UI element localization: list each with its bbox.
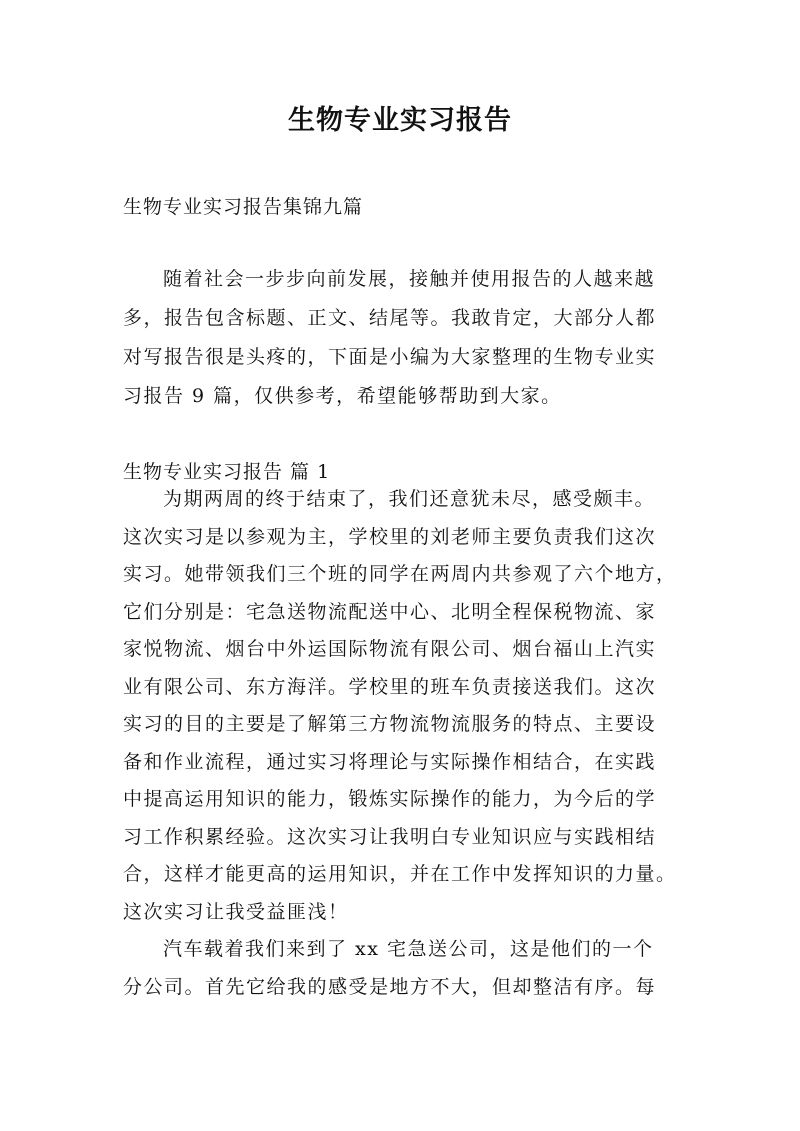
body-line: 这次实习让我受益匪浅！ (123, 900, 349, 923)
intro-paragraph (123, 260, 683, 416)
intro-line: 多，报告包含标题、正文、结尾等。我敢肯定，大部分人都 (123, 307, 657, 329)
body-line: 中提高运用知识的能力，锻炼实际操作的能力，为今后的学 (123, 788, 657, 810)
intro-line: 对写报告很是头疼的，下面是小编为大家整理的生物专业实 (123, 346, 657, 368)
intro-line: 习报告 9 篇，仅供参考，希望能够帮助到大家。 (123, 385, 562, 407)
section-heading: 生物专业实习报告 篇 1 (123, 461, 331, 483)
body-line: 实习的目的主要是了解第三方物流物流服务的特点、主要设 (123, 713, 657, 735)
document-title: 生物专业实习报告 (288, 105, 512, 136)
body-line: 备和作业流程，通过实习将理论与实际操作相结合，在实践 (123, 750, 657, 773)
body-line: 习工作积累经验。这次实习让我明白专业知识应与实践相结 (123, 825, 657, 848)
body-line: 这次实习是以参观为主，学校里的刘老师主要负责我们这次 (123, 525, 657, 548)
section-body (123, 481, 683, 1006)
body-line: 分公司。首先它给我的感受是地方不大，但却整洁有序。每 (123, 975, 657, 998)
body-line: 合，这样才能更高的运用知识，并在工作中发挥知识的力量。 (123, 863, 677, 885)
body-line: 家悦物流、烟台中外运国际物流有限公司、烟台福山上汽实 (123, 638, 657, 660)
body-line: 业有限公司、东方海洋。学校里的班车负责接送我们。这次 (123, 675, 657, 698)
document-subtitle: 生物专业实习报告集锦九篇 (123, 196, 364, 218)
body-line: 为期两周的终于结束了，我们还意犹未尽，感受颇丰。 (163, 488, 656, 510)
body-line: 汽车载着我们来到了 xx 宅急送公司，这是他们的一个 (163, 938, 654, 960)
intro-line: 随着社会一步步向前发展，接触并使用报告的人越来越 (163, 268, 656, 290)
body-line: 它们分别是：宅急送物流配送中心、北明全程保税物流、家 (123, 600, 657, 623)
body-line: 实习。她带领我们三个班的同学在两周内共参观了六个地方， (123, 563, 677, 585)
